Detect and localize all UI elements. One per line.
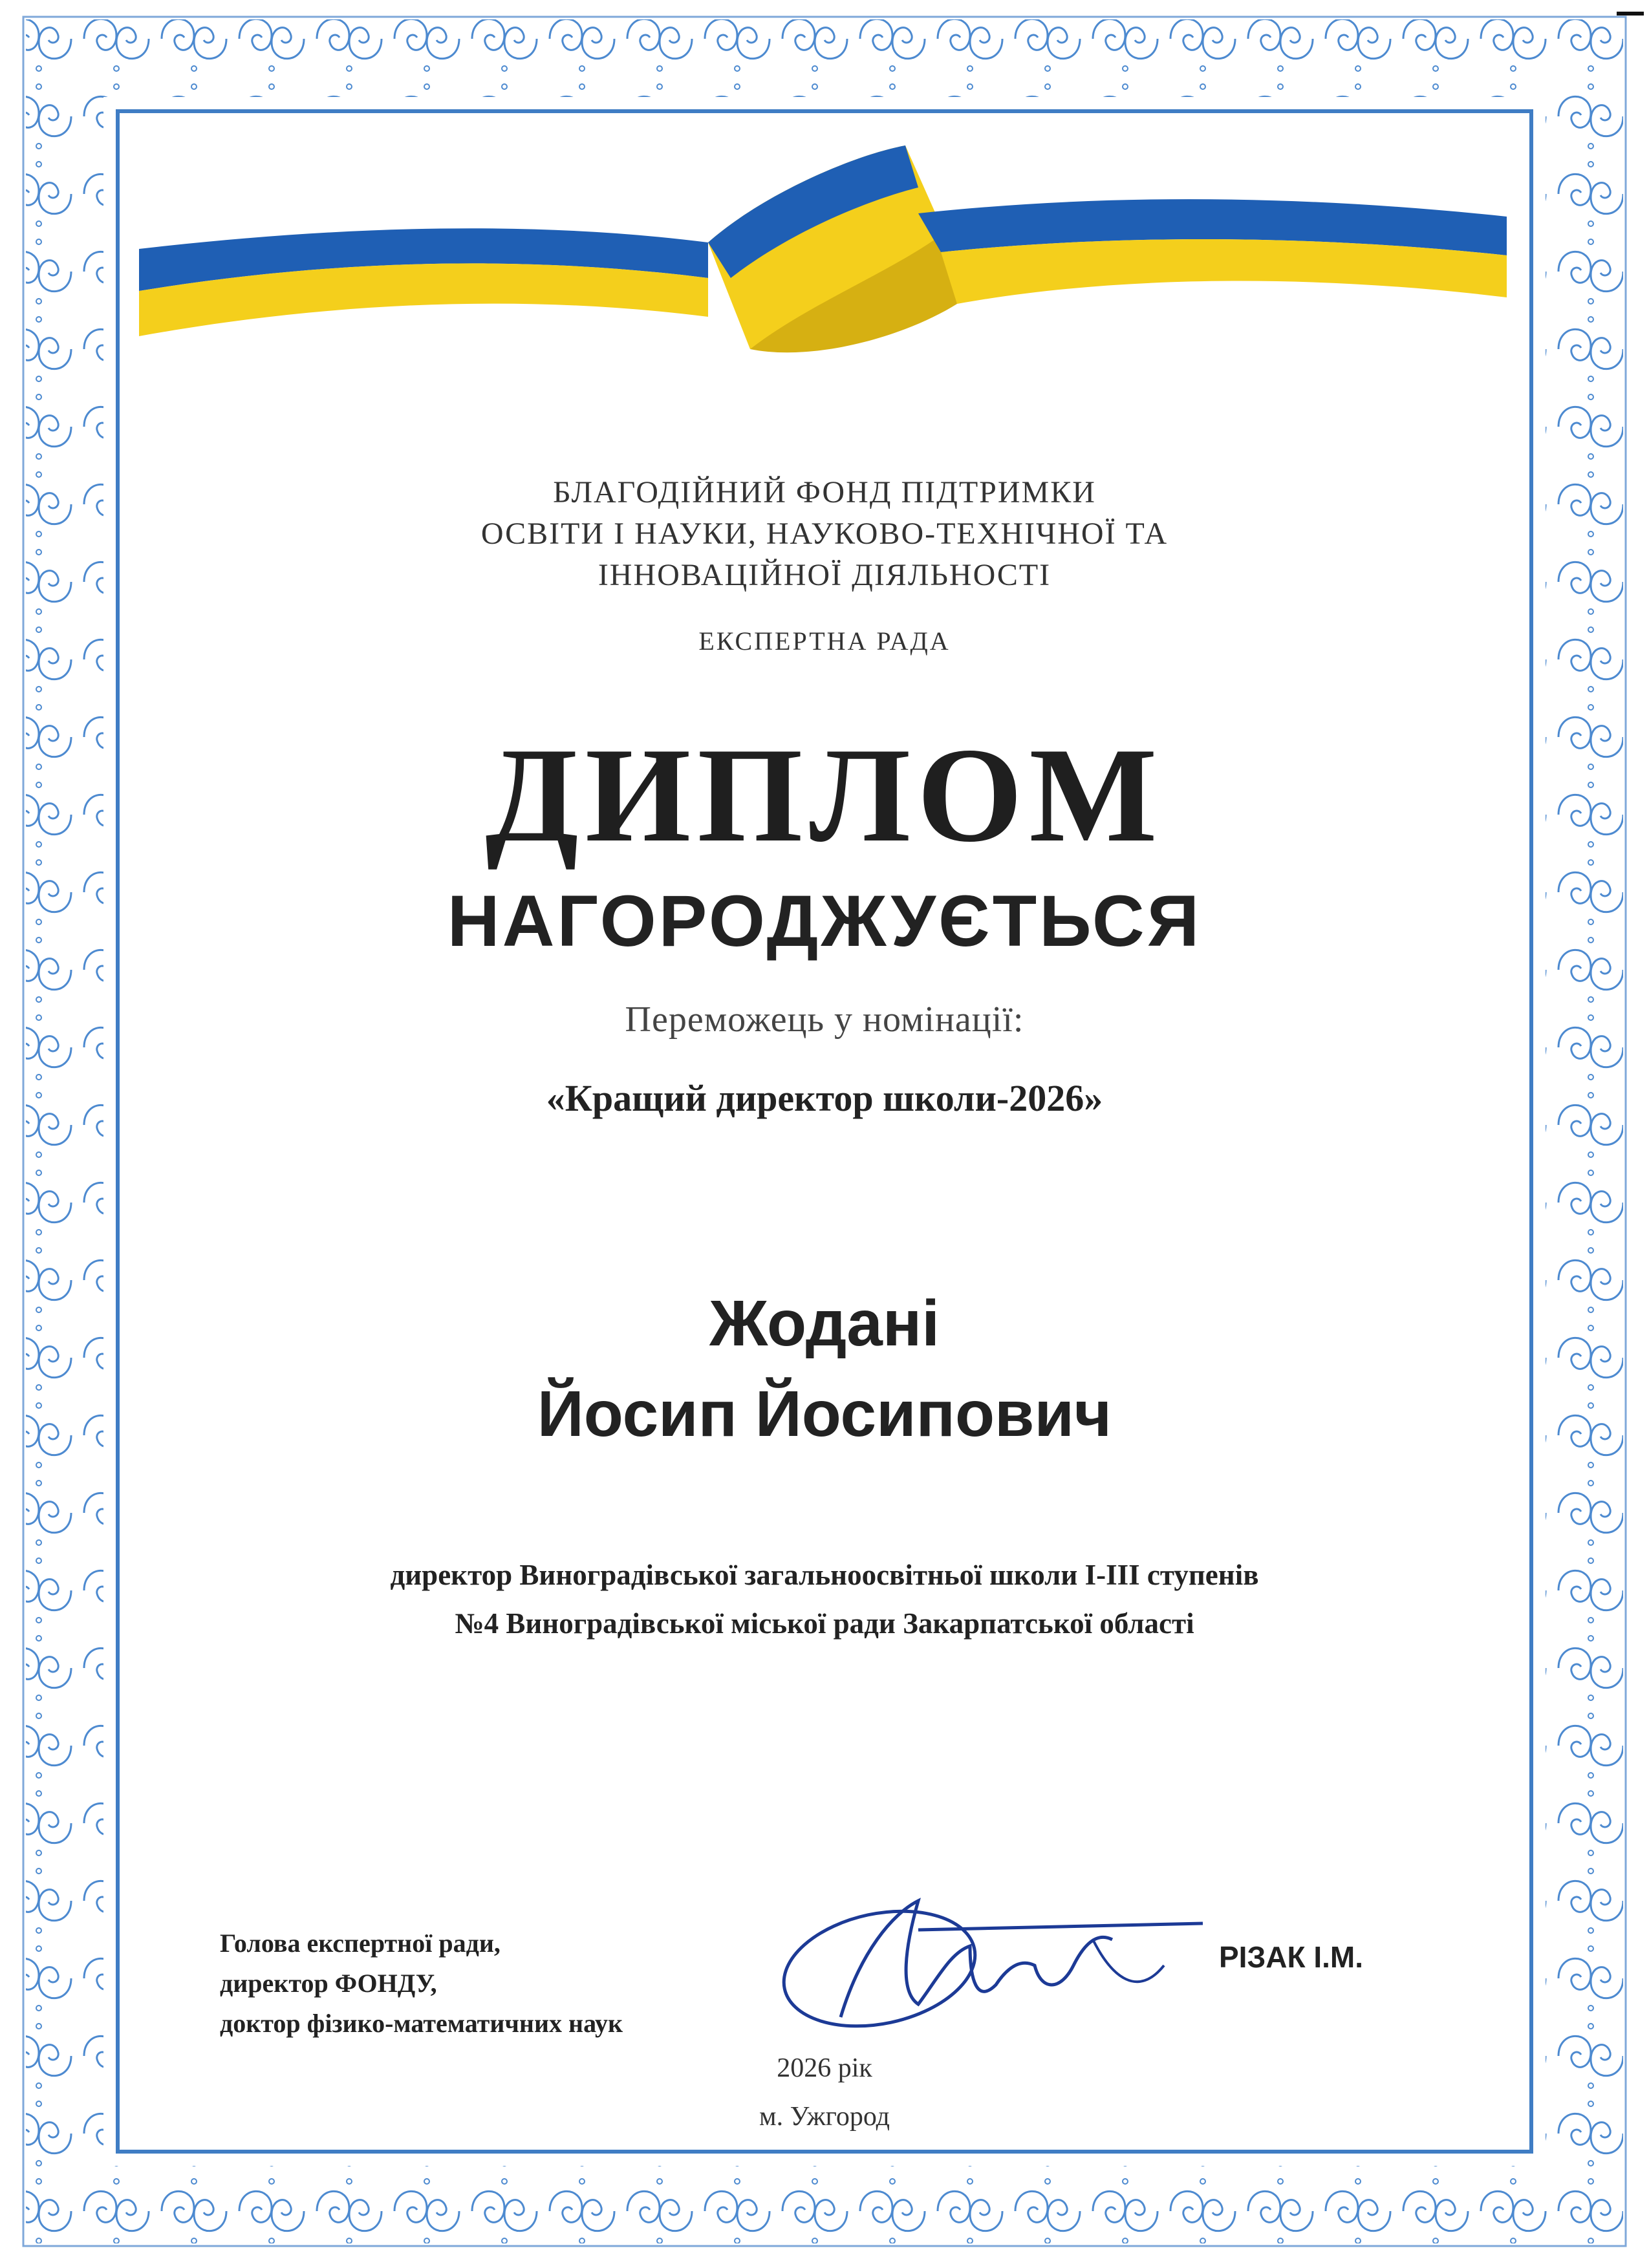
nomination-name: «Кращий директор школи-2026»: [546, 1077, 1103, 1119]
signatory-name: РІЗАК І.М.: [1219, 1940, 1364, 1974]
signatory-role: [220, 1923, 623, 2044]
diploma-title: ДИПЛОМ: [485, 720, 1164, 870]
recipient-surname: Жодані: [709, 1287, 940, 1360]
organization-line: ІННОВАЦІЙНОЇ ДІЯЛЬНОСТІ: [598, 558, 1051, 592]
recipient-position-line-2: №4 Виноградівської міської ради Закарпатської області: [455, 1607, 1194, 1640]
issue-year: 2026 рік: [777, 2053, 872, 2083]
organization-line: БЛАГОДІЙНИЙ ФОНД ПІДТРИМКИ: [553, 475, 1096, 509]
organization-line: ОСВІТИ І НАУКИ, НАУКОВО-ТЕХНІЧНОЇ ТА: [480, 517, 1169, 551]
organization-name: [0, 472, 1649, 596]
issue-city: м. Ужгород: [759, 2102, 890, 2132]
awarded-heading: НАГОРОДЖУЄТЬСЯ: [447, 881, 1202, 961]
flag-ribbon: [139, 145, 1507, 352]
signatory-role-line: директор ФОНДУ,: [220, 1969, 437, 1998]
scan-mark: [1617, 12, 1644, 16]
signatory-role-line: доктор фізико-математичних наук: [220, 2009, 623, 2038]
recipient-given-names: Йосип Йосипович: [537, 1378, 1112, 1450]
nomination-intro: Переможець у номінації:: [625, 1000, 1024, 1040]
recipient-position-line-1: директор Виноградівської загальноосвітньої школи I-III ступенів: [390, 1559, 1259, 1591]
council-name: ЕКСПЕРТНА РАДА: [698, 626, 951, 656]
signatory-role-line: Голова експертної ради,: [220, 1929, 501, 1958]
signature: [773, 1895, 1203, 2043]
